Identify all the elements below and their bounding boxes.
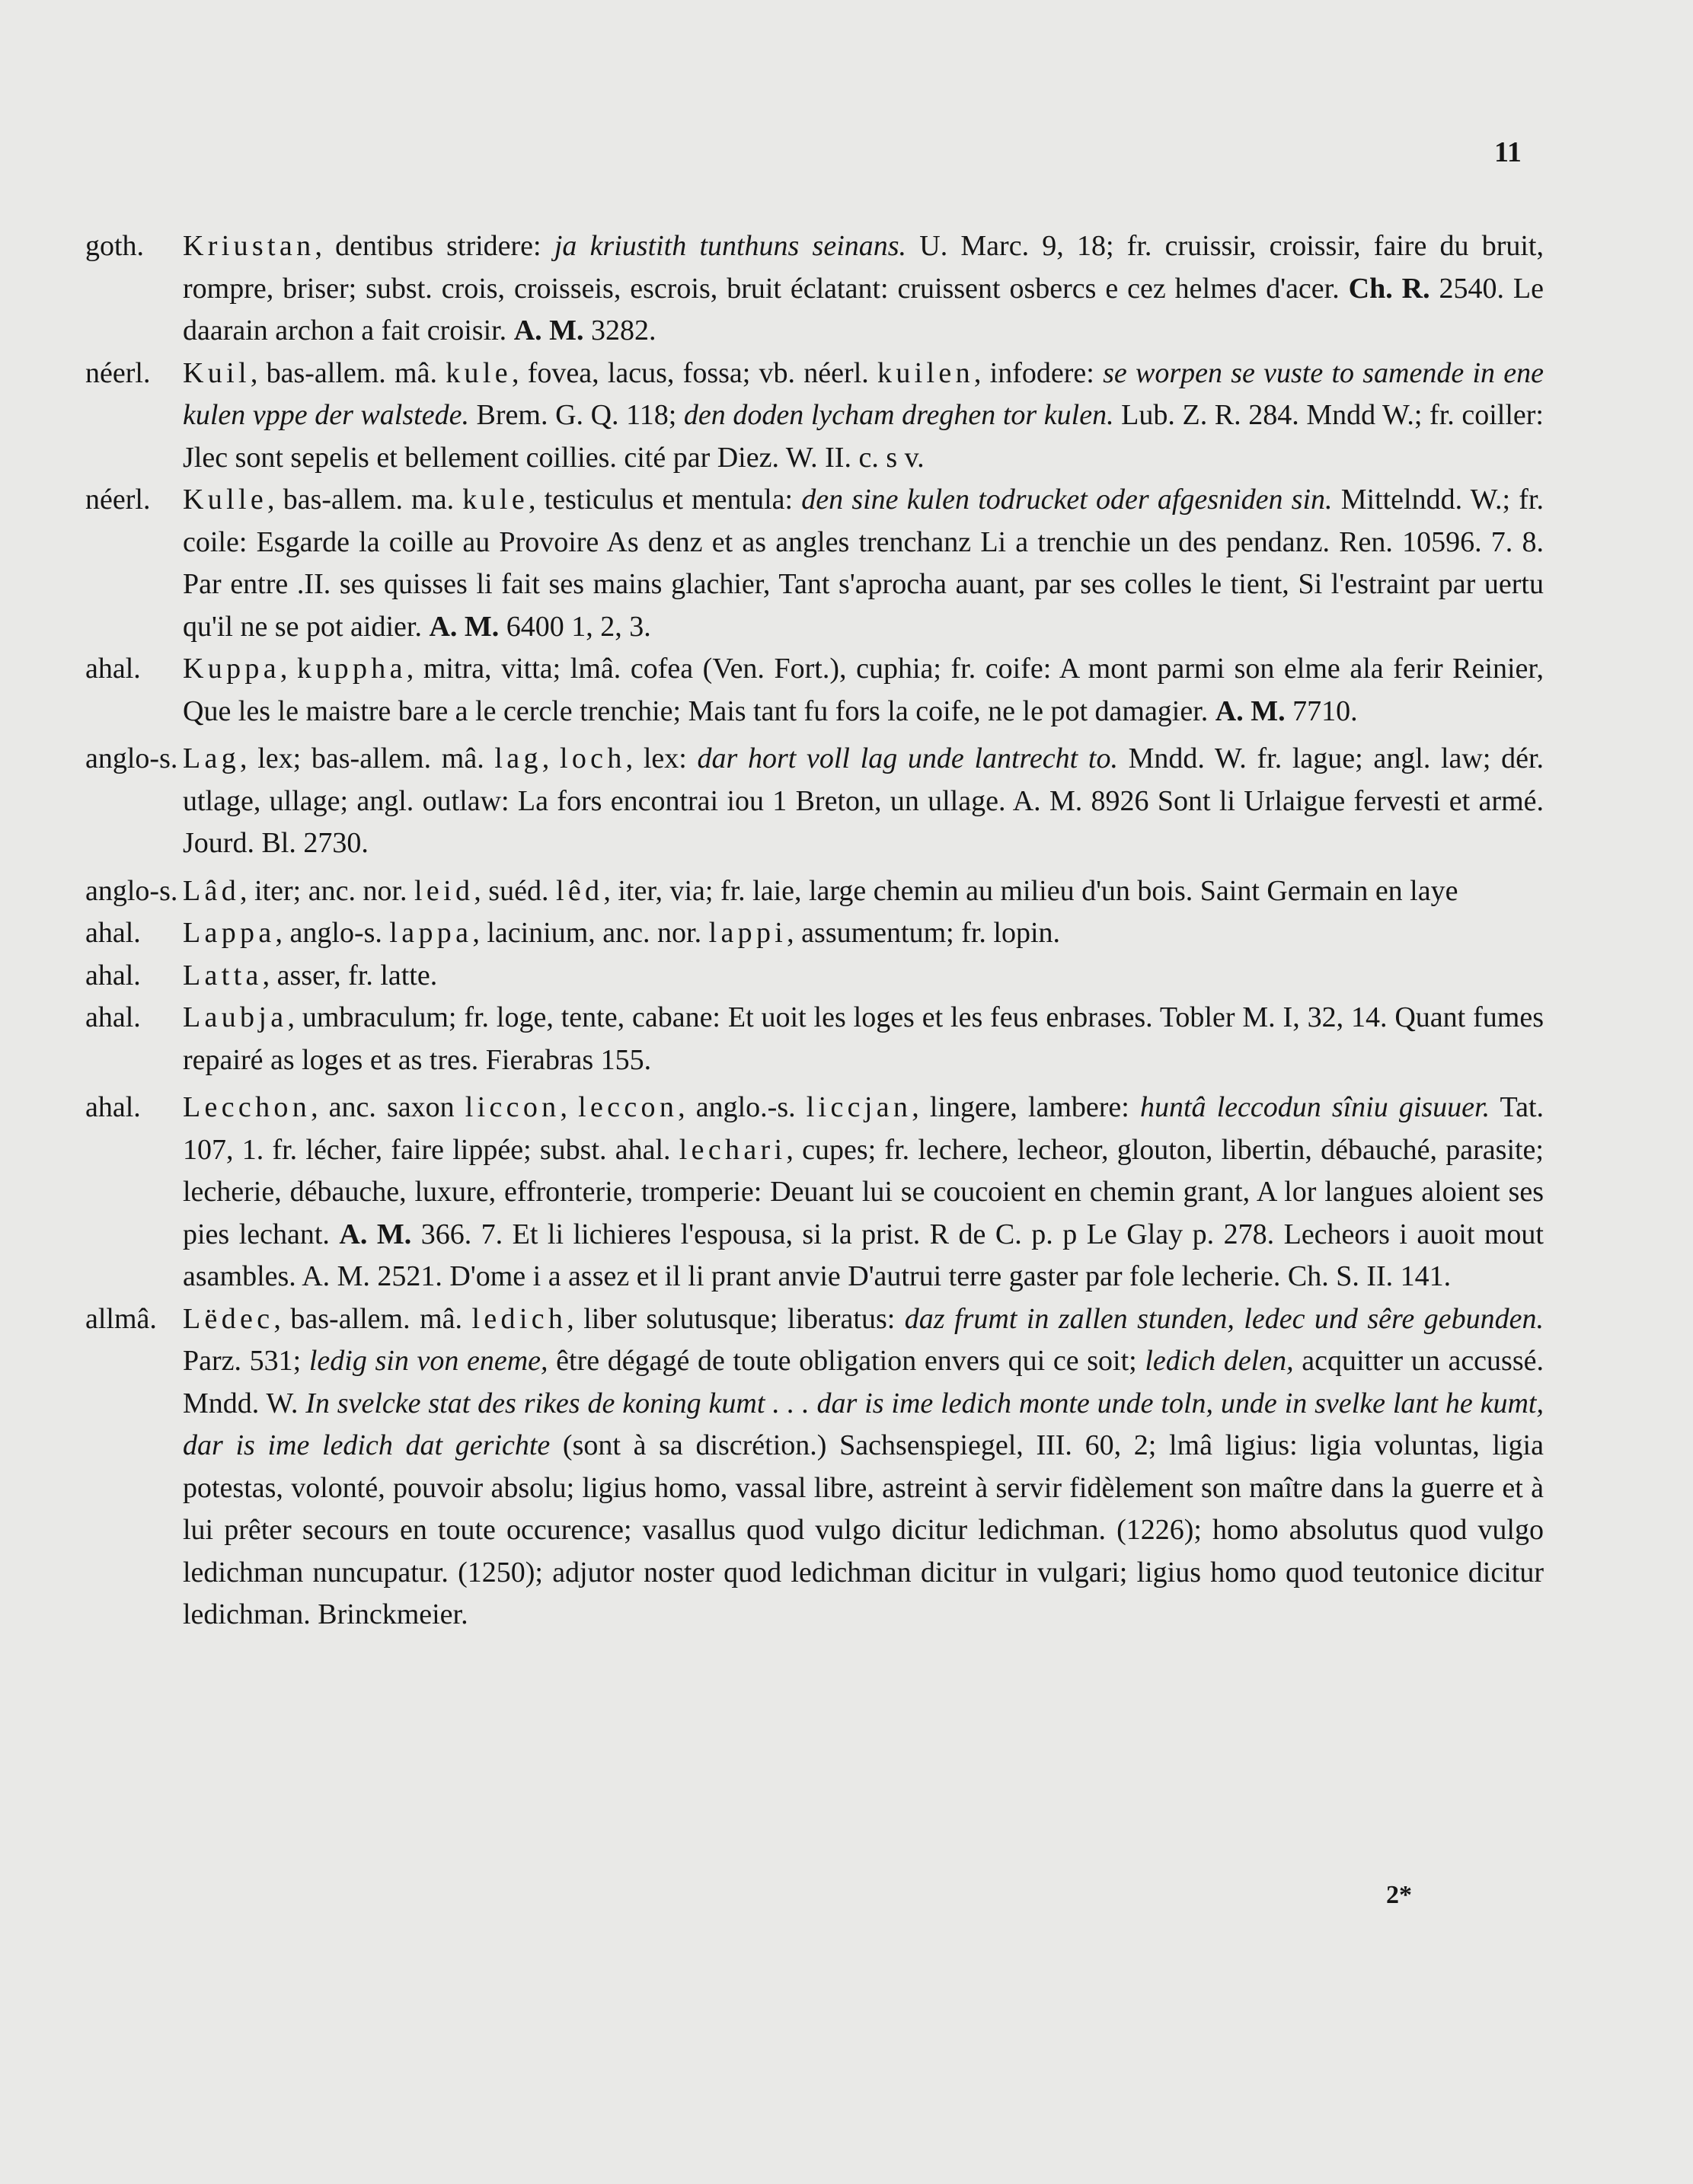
headword: kuppha [297, 653, 407, 685]
source-abbrev: A. M. [513, 315, 584, 346]
headword: Latta [183, 959, 263, 991]
citation-text: se worpen se vuste to samende in ene kulen vppe der walstede. [183, 356, 1544, 431]
entry-fragment: , dentibus stridere: [315, 230, 554, 262]
entry-fragment: , lingere, lambere: [912, 1091, 1140, 1123]
entry-fragment: , anglo.-s. [678, 1091, 807, 1123]
entry-text [183, 648, 1544, 733]
entry-fragment: , bas-allem. ma. [267, 484, 463, 516]
entry-fragment: Parz. 531; [183, 1345, 309, 1377]
entry-language: ahal. [85, 1001, 141, 1033]
citation-text: ledig sin von eneme, [308, 1345, 548, 1377]
citation-text: ja kriustith tunthuns seinans. [554, 230, 907, 262]
entry-language: ahal. [85, 1091, 141, 1123]
entry-fragment: 366. 7. Et li lichieres l'espousa, si la prist. R de C. p. p Le Glay p. 278. Lecheors i auoit mout asambles. A. M. 2521. D'ome i a assez et il li prant anvie D'autrui terre gaster par fole lecherie. Ch. S. II. 141. [183, 1218, 1544, 1292]
entry-fragment: , [280, 653, 297, 685]
entry-language: ahal. [85, 917, 141, 949]
entry-fragment: Lub. Z. R. 284. Mndd W.; fr. coiller: Jlec sont sepelis et bellement coillies. cité par Diez. W. II. c. s v. [183, 399, 1544, 474]
dictionary-entry [85, 738, 1544, 865]
entry-language: ahal. [85, 959, 141, 991]
citation-text: huntâ leccodun sîniu gisuuer. [1139, 1091, 1490, 1123]
entry-text [183, 1087, 1544, 1298]
entry-fragment: U. Marc. 9, 18; fr. cruissir, croissir, faire du bruit, rompre, briser; subst. crois, croisseis, escrois, bruit éclatant: cruissent osbercs e cez helmes d'acer. [183, 230, 1544, 305]
entry-fragment: Brem. G. Q. 118; [468, 399, 684, 431]
entry-fragment: , lacinium, anc. nor. [472, 917, 709, 949]
entry-fragment: , infodere: [973, 356, 1104, 389]
entry-fragment: , suéd. [474, 874, 556, 907]
headword: lag [494, 742, 542, 774]
entry-fragment: , mitra, vitta; lmâ. cofea (Ven. Fort.), cuphia; fr. coife: A mont parmi son elme ala ferir Reinier, Que les le maistre bare a le cercle trenchie; Mais tant fu fors la coife, ne le pot damagier. [183, 653, 1544, 727]
entry-text [183, 870, 1544, 913]
headword: kuilen [877, 356, 974, 389]
headword: Kulle [183, 484, 268, 516]
headword: Laubja [183, 1001, 288, 1033]
headword: liccon [465, 1091, 561, 1123]
dictionary-entry [85, 912, 1544, 955]
headword: Lappa [183, 917, 276, 949]
entry-fragment: 7710. [1285, 694, 1358, 727]
entry-fragment: , asser, fr. latte. [262, 959, 438, 991]
entry-fragment: Tat. 107, 1. fr. lécher, faire lippée; subst. ahal. [183, 1091, 1544, 1166]
source-abbrev: A. M. [429, 610, 500, 643]
source-abbrev: Ch. R. [1348, 272, 1430, 305]
entry-fragment: , bas-allem. mâ. [250, 356, 446, 389]
entry-fragment: 2540. Le daarain archon a fait croisir. [183, 272, 1544, 346]
citation-text: ledich delen, [1145, 1345, 1294, 1377]
headword: kule [462, 484, 529, 516]
entry-text [183, 1298, 1544, 1636]
citation-text: In svelcke stat des rikes de koning kumt . . . dar is ime ledich monte unde toln, unde in svelke lant he kumt, dar is ime ledich dat gerichte [183, 1387, 1544, 1461]
headword: Kriustan [183, 230, 315, 262]
headword: Kuil [183, 356, 251, 389]
entry-fragment: , umbraculum; fr. loge, tente, cabane: Et uoit les loges et les feus enbrases. Tobler M. I, 32, 14. Quant fumes repairé as loges et as tres. Fierabras 155. [183, 1001, 1544, 1076]
headword: Kuppa [183, 653, 280, 685]
entry-fragment: , cupes; fr. lechere, lecheor, glouton, libertin, débauché, parasite; lecherie, débauche, luxure, effronterie, tromperie: Deuant lui se coucoient en chemin grant, A lor langues aloient ses pies lechant. [183, 1133, 1544, 1250]
entry-fragment: , lex: [625, 742, 698, 774]
entry-fragment: Mndd. W. fr. lague; angl. law; dér. utlage, ullage; angl. outlaw: La fors encontrai iou 1 Breton, un ullage. A. M. 8926 Sont li Urlaigue fervesti et armé. Jourd. Bl. 2730. [183, 742, 1544, 859]
entry-fragment: , [541, 742, 560, 774]
entry-fragment: , bas-allem. mâ. [273, 1302, 472, 1335]
headword: loch [559, 742, 626, 774]
entry-fragment: , fovea, lacus, fossa; vb. néerl. [511, 356, 878, 389]
entry-language: anglo-s. [85, 874, 178, 907]
entry-language: anglo-s. [85, 742, 178, 774]
dictionary-entry [85, 1087, 1544, 1298]
headword: liccjan [806, 1091, 912, 1123]
entry-fragment: Mittelndd. W.; fr. coile: Esgarde la coille au Provoire As denz et as angles trenchanz Li a trenchie un des pendanz. Ren. 10596. 7. 8. Par entre .II. ses quisses li fait ses mains glachier, Tant s'aprocha auant, par ses colles le tient, Si l'estraint par uertu qu'il ne se pot aidier. [183, 484, 1544, 643]
citation-text: dar hort voll lag unde lantrecht to. [697, 742, 1118, 774]
dictionary-entry [85, 479, 1544, 648]
entry-fragment: , anglo-s. [275, 917, 390, 949]
headword: leid [414, 874, 474, 907]
headword: kule [446, 356, 512, 389]
headword: lechari [679, 1133, 787, 1166]
dictionary-entry [85, 955, 1544, 998]
entry-language: allmâ. [85, 1302, 157, 1335]
entry-fragment: , assumentum; fr. lopin. [787, 917, 1061, 949]
entry-fragment: , iter, via; fr. laie, large chemin au milieu d'un bois. Saint Germain en laye [603, 874, 1458, 907]
entry-language: néerl. [85, 484, 151, 516]
headword: lêd [555, 874, 604, 907]
page-signature: 2* [1386, 1881, 1412, 1909]
page-number: 11 [1494, 136, 1522, 168]
entry-text [183, 997, 1544, 1081]
headword: lappi [708, 917, 787, 949]
dictionary-entry [85, 1298, 1544, 1636]
headword: ledich [471, 1302, 567, 1335]
headword: Lag [183, 742, 241, 774]
entry-fragment: 3282. [583, 315, 656, 346]
entry-text [183, 225, 1544, 353]
entry-text [183, 479, 1544, 648]
entry-fragment: acquitter un accussé. Mndd. W. [183, 1345, 1544, 1419]
headword: lappa [389, 917, 473, 949]
headword: Lecchon [183, 1091, 311, 1123]
entry-fragment: 6400 1, 2, 3. [499, 610, 651, 643]
citation-text: den doden lycham dreghen tor kulen. [683, 399, 1114, 431]
headword: Lëdec [183, 1302, 274, 1335]
dictionary-entry [85, 225, 1544, 353]
entry-fragment: , anc. saxon [311, 1091, 465, 1123]
entry-text [183, 955, 1544, 998]
entry-fragment: (sont à sa discrétion.) Sachsenspiegel, III. 60, 2; lmâ ligius: ligia voluntas, ligia potestas, volonté, pouvoir absolu; ligius homo, vassal libre, astreint à servir fidèlement son maître dans la guerre et à lui prêter secours en toute occurence; vasallus quod vulgo dicitur ledichman. (1226); homo absolutus quod vulgo ledichman nuncupatur. (1250); adjutor noster quod ledichman dicitur in vulgari; ligius homo quod teutonice dicitur ledichman. Brinckmeier. [183, 1429, 1544, 1630]
entry-fragment: , lex; bas-allem. mâ. [240, 742, 495, 774]
dictionary-entry [85, 353, 1544, 480]
entry-language: ahal. [85, 653, 141, 685]
entry-fragment: , [560, 1091, 579, 1123]
entry-fragment: , testiculus et mentula: [529, 484, 802, 516]
source-abbrev: A. M. [339, 1218, 412, 1250]
headword: Lâd [183, 874, 241, 907]
entry-text [183, 912, 1544, 955]
entry-text [183, 738, 1544, 865]
citation-text: den sine kulen todrucket oder afgesniden sin. [801, 484, 1333, 516]
dictionary-entries [85, 225, 1544, 1636]
entry-language: goth. [85, 230, 145, 262]
entry-fragment: , liber solutusque; liberatus: [567, 1302, 905, 1335]
citation-text: daz frumt in zallen stunden, ledec und sêre gebunden. [904, 1302, 1544, 1335]
headword: leccon [578, 1091, 679, 1123]
entry-fragment: être dégagé de toute obligation envers qui ce soit; [548, 1345, 1145, 1377]
dictionary-entry [85, 997, 1544, 1081]
dictionary-entry [85, 648, 1544, 733]
dictionary-entry [85, 870, 1544, 913]
entry-fragment: , iter; anc. nor. [240, 874, 415, 907]
entry-text [183, 353, 1544, 480]
source-abbrev: A. M. [1215, 694, 1286, 727]
entry-language: néerl. [85, 356, 151, 389]
